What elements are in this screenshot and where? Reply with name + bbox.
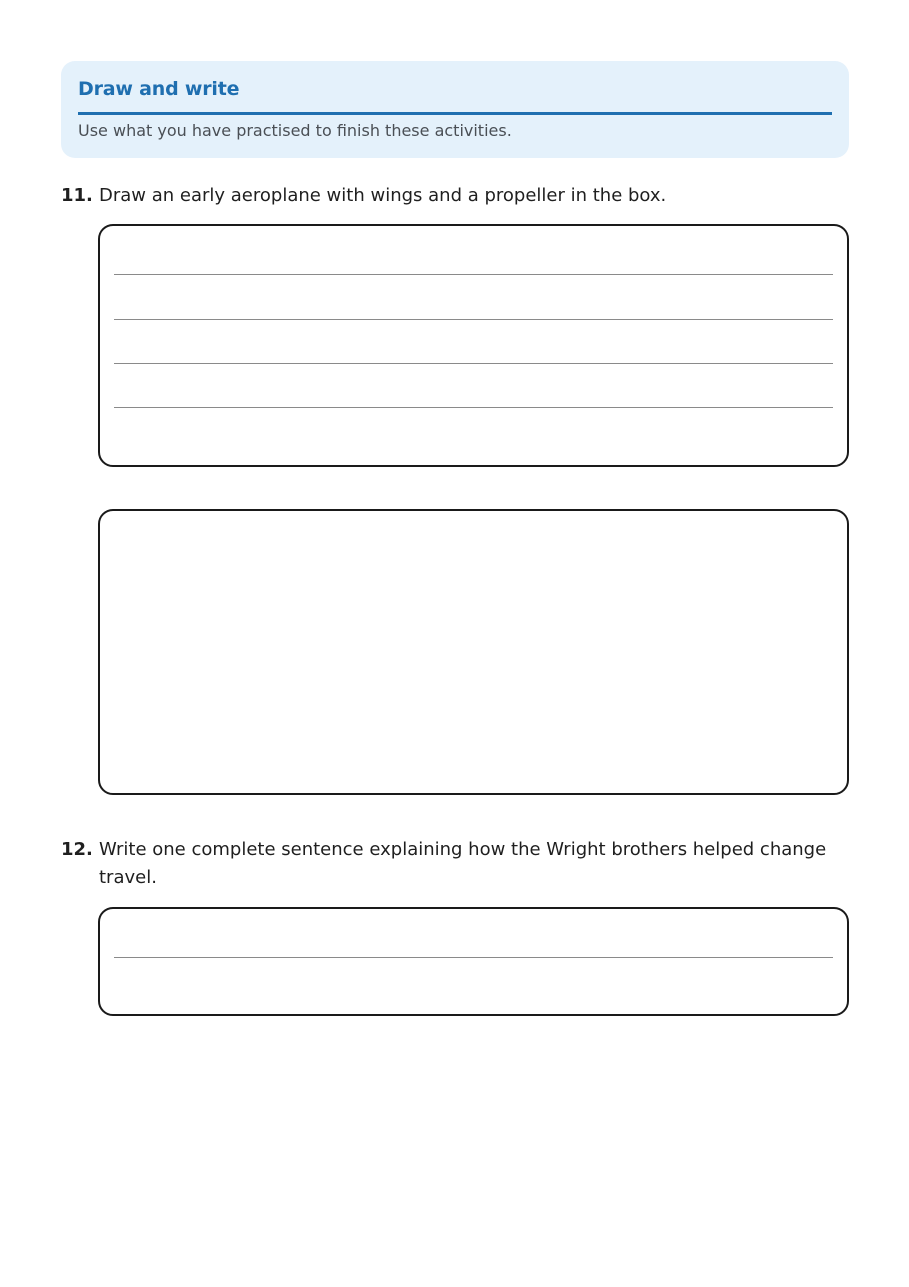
q11-drawing-box[interactable] [98,509,849,795]
writing-line [114,319,833,320]
writing-line [114,274,833,275]
writing-line [114,957,833,958]
section-title: Draw and write [78,78,240,100]
writing-line [114,407,833,408]
writing-line [114,363,833,364]
question-11 [61,182,851,210]
question-12 [61,836,851,892]
question-text: Write one complete sentence explaining how the Wright brothers helped change travel. [99,839,827,888]
question-number: 11. [61,185,93,206]
q11-writing-box[interactable] [98,224,849,467]
section-header [61,61,849,158]
section-title-underline [78,112,832,115]
section-instructions: Use what you have practised to finish these activities. [78,121,512,140]
question-text: Draw an early aeroplane with wings and a propeller in the box. [99,185,667,206]
q12-answer-box[interactable] [98,907,849,1016]
question-number: 12. [61,839,93,860]
